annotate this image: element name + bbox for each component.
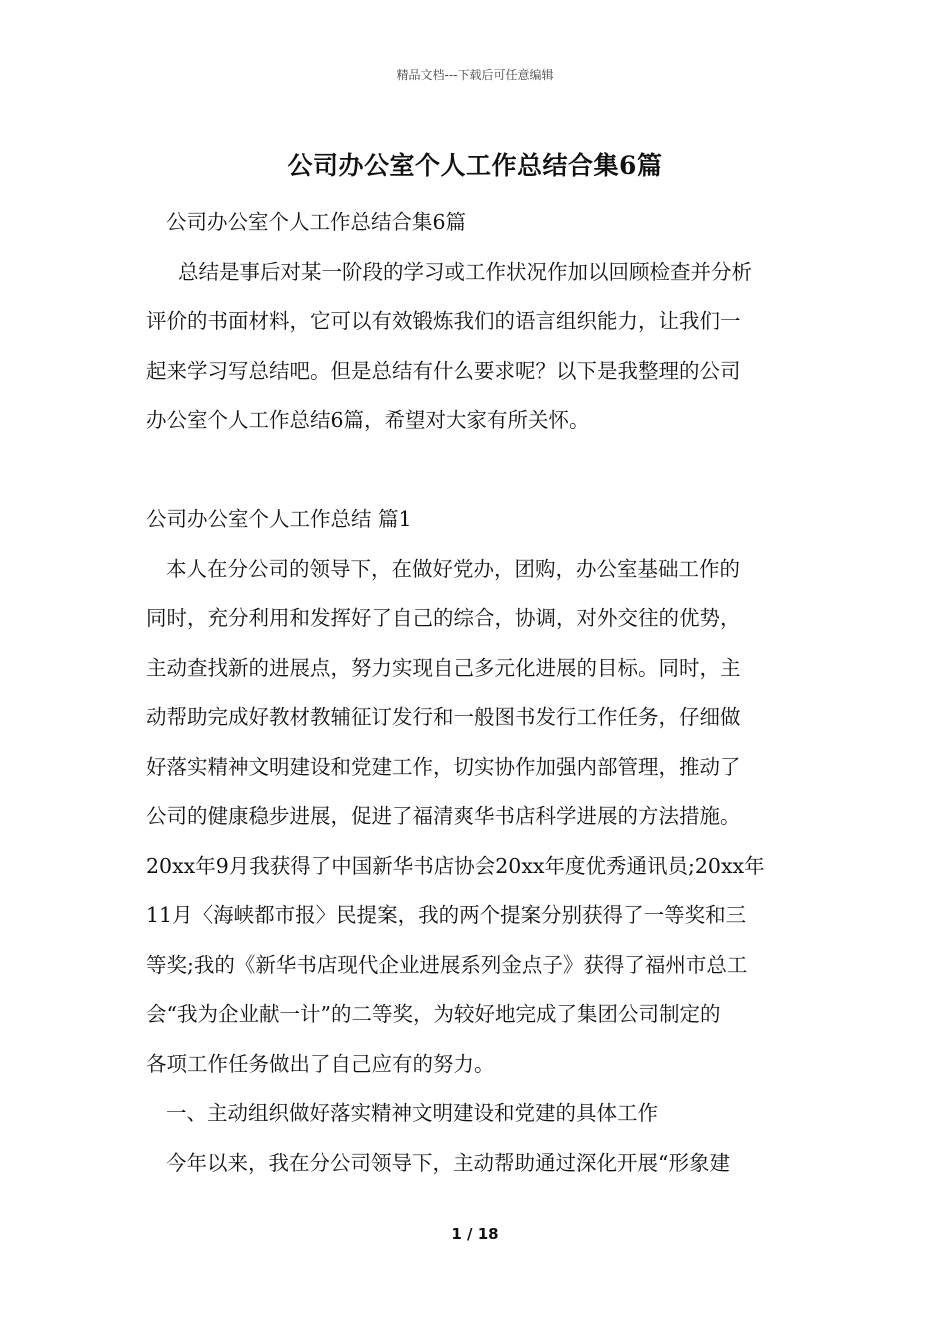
header-note: 精品文档---下载后可任意编辑: [396, 68, 554, 82]
paragraph-line: 等奖;我的《新华书店现代企业进展系列金点子》获得了福州市总工: [146, 953, 748, 977]
paragraph-line: 起来学习写总结吧。但是总结有什么要求呢？以下是我整理的公司: [146, 359, 741, 383]
paragraph-line: 主动查找新的进展点，努力实现自己多元化进展的目标。同时，主: [146, 656, 741, 680]
subtitle-line: 公司办公室个人工作总结合集6篇: [166, 210, 467, 234]
paragraph-line: 各项工作任务做出了自己应有的努力。: [146, 1052, 495, 1076]
subsection-heading: 一、主动组织做好落实精神文明建设和党建的具体工作: [166, 1101, 658, 1125]
section-heading: 公司办公室个人工作总结 篇1: [146, 507, 412, 531]
paragraph-line: 11月〈海峡都市报〉民提案，我的两个提案分别获得了一等奖和三: [146, 903, 747, 927]
paragraph-line: 好落实精神文明建设和党建工作，切实协作加强内部管理，推动了: [146, 755, 741, 779]
page-number: 1 / 18: [451, 1225, 499, 1243]
paragraph-line: 今年以来，我在分公司领导下，主动帮助通过深化开展“形象建: [166, 1151, 730, 1175]
paragraph-line: 20xx年9月我获得了中国新华书店协会20xx年度优秀通讯员;20xx年: [146, 854, 765, 878]
paragraph-line: 动帮助完成好教材教辅征订发行和一般图书发行工作任务，仔细做: [146, 705, 741, 729]
paragraph-line: 会“我为企业献一计”的二等奖，为较好地完成了集团公司制定的: [146, 1002, 721, 1026]
paragraph-line: 公司的健康稳步进展，促进了福清爽华书店科学进展的方法措施。: [146, 804, 741, 828]
paragraph-line: 评价的书面材料，它可以有效锻炼我们的语言组织能力，让我们一: [146, 309, 741, 333]
paragraph-line: 总结是事后对某一阶段的学习或工作状况作加以回顾检查并分析: [178, 260, 752, 284]
paragraph-line: 同时，充分利用和发挥好了自己的综合，协调，对外交往的优势，: [146, 606, 741, 630]
paragraph-line: 本人在分公司的领导下，在做好党办，团购，办公室基础工作的: [166, 557, 740, 581]
paragraph-line: 办公室个人工作总结6篇，希望对大家有所关怀。: [146, 408, 590, 432]
document-title: 公司办公室个人工作总结合集6篇: [287, 151, 663, 180]
